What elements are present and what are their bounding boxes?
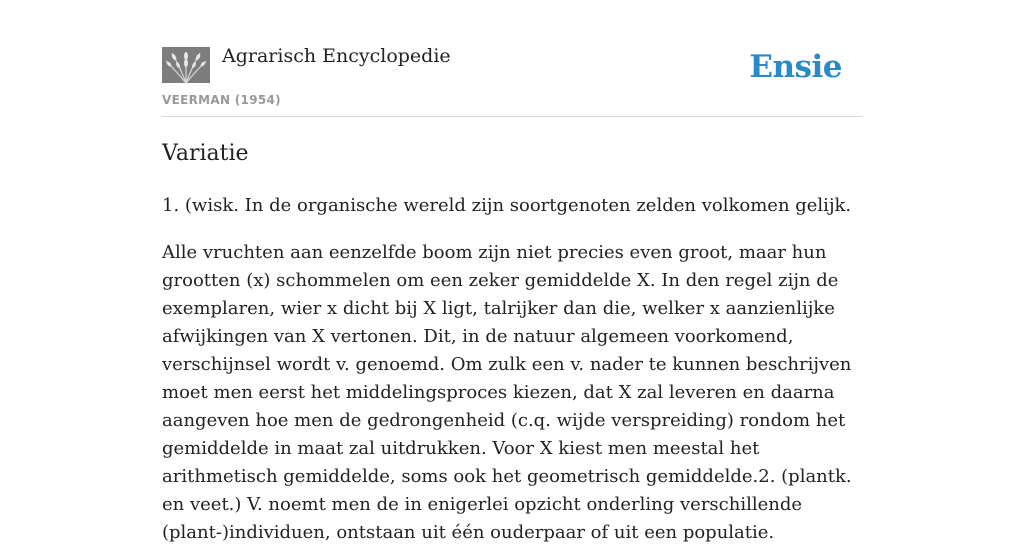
brand-logo[interactable]: Ensie — [749, 49, 842, 85]
header — [162, 44, 862, 117]
entry-paragraph: 1. (wisk. In de organische wereld zijn soortgenoten zelden volkomen gelijk. — [162, 195, 852, 216]
entry-paragraph: Alle vruchten aan eenzelfde boom zijn niet precies even groot, maar hun grootten (x) schommelen om een zeker gemiddelde X. In den regel zijn de exemplaren, wier x dicht bij X ligt, talrijker dan die, welker x aanzienlijke afwijkingen van X vertonen. Dit, in de natuur algemeen voorkomend, verschijnsel wordt v. genoemd. Om zulk een v. nader te kunnen beschrijven moet men eerst het middelingsproces kiezen, dat X zal leveren en daarna aangeven hoe men de gedrongenheid (c.q. wijde verspreiding) rondom het gemiddelde in maat zal uitdrukken. Voor X kiest men meestal het arithmetisch gemiddelde, soms ook het geometrisch gemiddelde.2. (plantk. en veet.) V. noemt men de in enigerlei opzicht onderling verschillende (plant-)individuen, ontstaan uit één ouderpaar of uit een populatie. — [162, 242, 852, 543]
entry-content — [162, 138, 862, 547]
source-title[interactable]: Agrarisch Encyclopedie — [222, 45, 451, 67]
author-label: VEERMAN (1954) — [162, 93, 281, 107]
wheat-icon[interactable] — [162, 47, 210, 83]
entry-title: Variatie — [162, 141, 249, 166]
